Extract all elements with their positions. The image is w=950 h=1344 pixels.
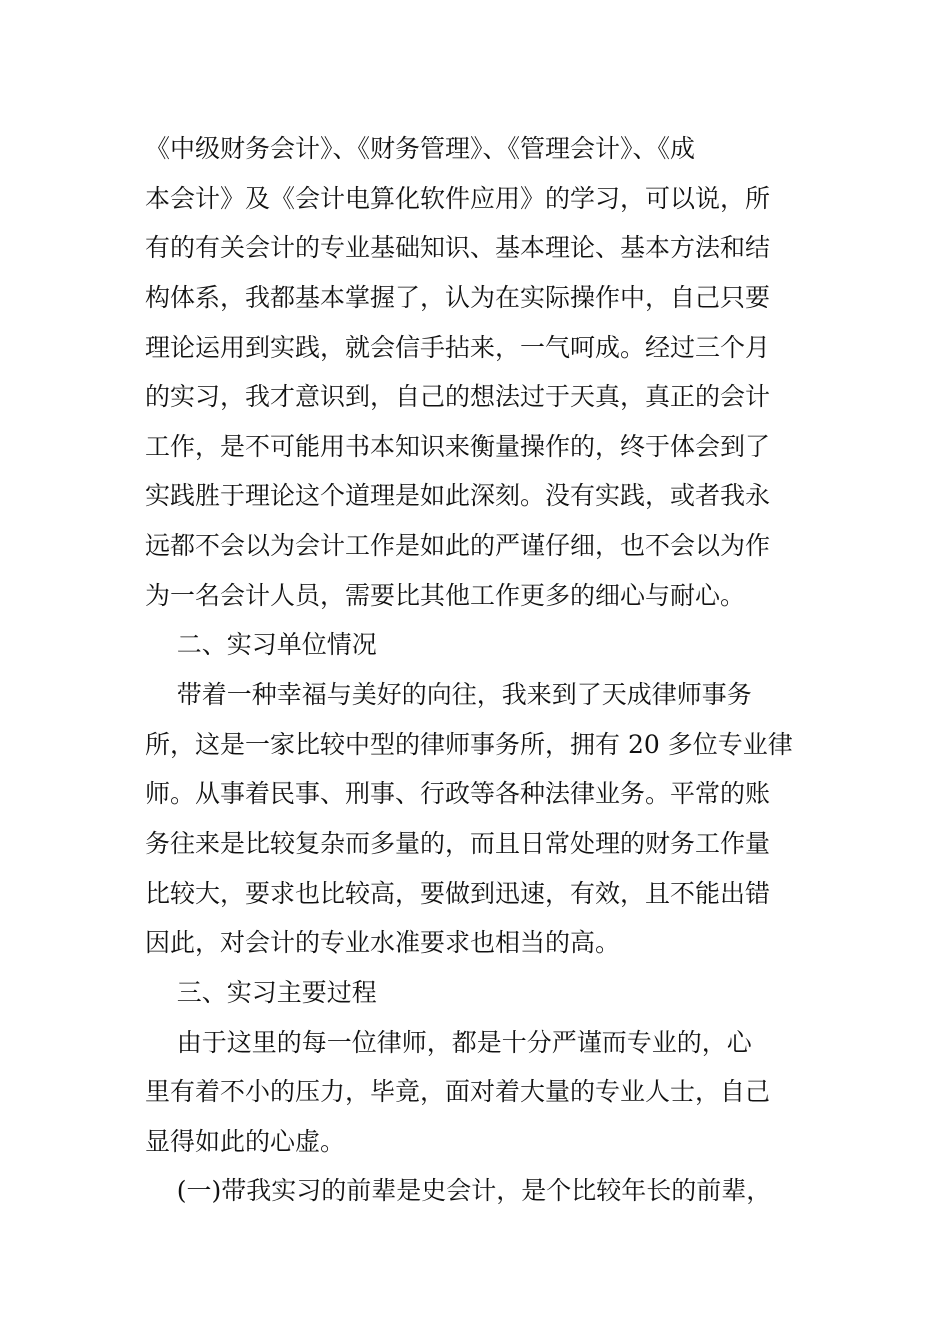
text-line: 本会计》及《会计电算化软件应用》的学习，可以说，所 [145, 183, 771, 213]
text-line: 务往来是比较复杂而多量的，而且日常处理的财务工作量 [145, 828, 771, 858]
text-line: 为一名会计人员，需要比其他工作更多的细心与耐心。 [145, 580, 746, 610]
text-line: 实践胜于理论这个道理是如此深刻。没有实践，或者我永 [145, 481, 771, 511]
document-body [145, 124, 805, 1216]
text-line: 理论运用到实践，就会信手拈来，一气呵成。经过三个月 [145, 332, 771, 362]
text-line: 里有着不小的压力，毕竟，面对着大量的专业人士，自己 [145, 1077, 771, 1107]
text-line: 显得如此的心虚。 [145, 1126, 346, 1156]
text-line: (一)带我实习的前辈是史会计，是个比较年长的前辈， [145, 1176, 772, 1206]
text-line: 因此，对会计的专业水准要求也相当的高。 [145, 928, 621, 958]
text-line: 构体系，我都基本掌握了，认为在实际操作中，自己只要 [145, 282, 771, 312]
text-line: 比较大，要求也比较高，要做到迅速，有效，且不能出错 [145, 878, 771, 908]
text-line: 有的有关会计的专业基础知识、基本理论、基本方法和结 [145, 233, 771, 263]
text-line: 《中级财务会计》、《财务管理》、《管理会计》、《成 [145, 134, 696, 163]
text-line: 远都不会以为会计工作是如此的严谨仔细，也不会以为作 [145, 531, 771, 561]
text-line: 带着一种幸福与美好的向往，我来到了天成律师事务 [145, 680, 752, 710]
section-heading: 三、实习主要过程 [145, 977, 377, 1007]
section-heading: 二、实习单位情况 [145, 630, 377, 660]
text-line: 工作，是不可能用书本知识来衡量操作的，终于体会到了 [145, 431, 771, 461]
text-line: 师。从事着民事、刑事、行政等各种法律业务。平常的账 [145, 779, 771, 809]
text-line: 的实习，我才意识到，自己的想法过于天真，真正的会计 [145, 382, 771, 412]
text-line: 由于这里的每一位律师，都是十分严谨而专业的，心 [145, 1027, 752, 1057]
text-line: 所，这是一家比较中型的律师事务所，拥有 20 多位专业律 [145, 729, 793, 759]
